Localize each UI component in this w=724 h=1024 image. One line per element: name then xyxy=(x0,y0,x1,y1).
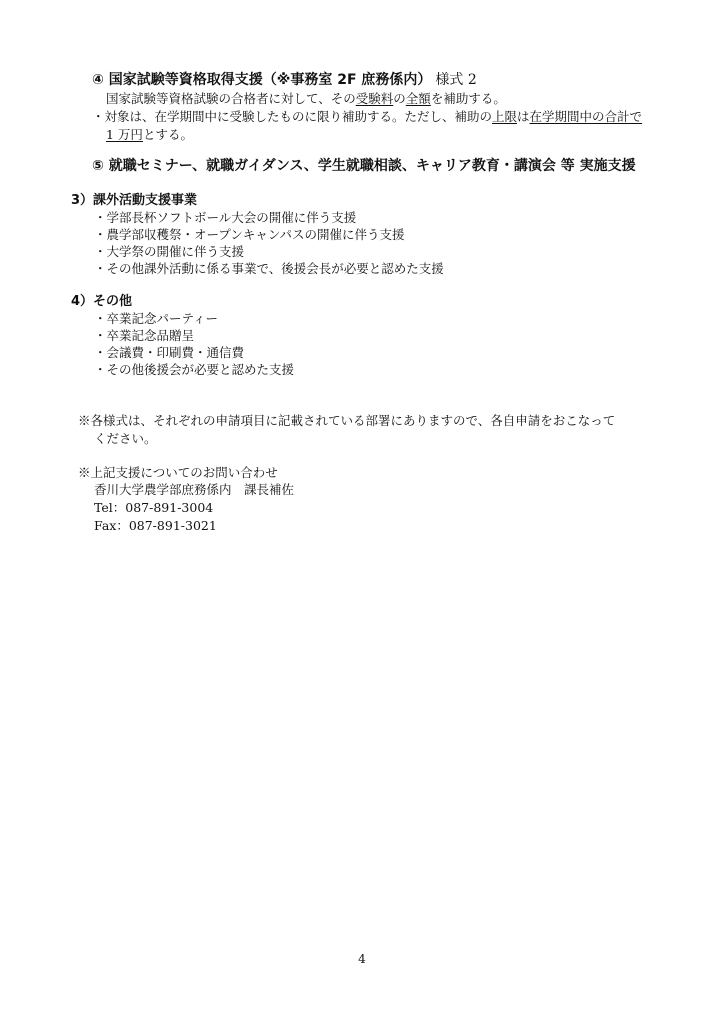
section3-item: ・大学祭の開催に伴う支援 xyxy=(94,244,245,259)
section4-item: ・その他後援会が必要と認めた支援 xyxy=(94,362,295,377)
section4-item: ・卒業記念品贈呈 xyxy=(94,328,195,343)
item5-heading: ⑤ 就職セミナー、就職ガイダンス、学生就職相談、キャリア教育・講演会 等 実施支援 xyxy=(92,158,636,174)
item4-underlined-amount: 1 万円 xyxy=(106,127,143,142)
contact-office: 香川大学農学部庶務係内 課長補佐 xyxy=(94,482,295,497)
item4-line3-post: とする。 xyxy=(142,127,193,142)
item4-underlined-period: 在学期間中の合計で xyxy=(529,109,643,124)
contact-heading: ※上記支援についてのお問い合わせ xyxy=(78,465,278,480)
item4-line2-mid: は xyxy=(517,109,530,124)
section3-item: ・学部長杯ソフトボール大会の開催に伴う支援 xyxy=(94,210,357,225)
section4-heading: 4）その他 xyxy=(71,294,133,309)
item4-line2-text: ・対象は、在学期間中に受験したものに限り補助する。ただし、補助の xyxy=(92,109,493,124)
section4-item: ・卒業記念パーティー xyxy=(94,311,219,326)
item4-title: ④ 国家試験等資格取得支援（※事務室 2F 庶務係内） xyxy=(92,72,432,88)
item4-line1-post: を補助する。 xyxy=(430,91,506,106)
item4-line1-mid: の xyxy=(393,91,406,106)
forms-note-line-1: ※各様式は、それぞれの申請項目に記載されている部署にありますので、各自申請をおこなって xyxy=(78,413,616,428)
section4-item: ・会議費・印刷費・通信費 xyxy=(94,345,245,360)
contact-tel: Tel：087-891-3004 xyxy=(94,500,214,515)
item4-underlined-fee: 受験料 xyxy=(355,91,394,106)
item4-line1-text: 国家試験等資格試験の合格者に対して、その xyxy=(106,91,356,106)
item4-underlined-limit: 上限 xyxy=(492,109,518,124)
section3-item: ・農学部収穫祭・オープンキャンパスの開催に伴う支援 xyxy=(94,227,405,242)
section3-heading: 3）課外活動支援事業 xyxy=(71,193,198,208)
item4-form-label: 様式 2 xyxy=(435,72,477,88)
item4-heading xyxy=(92,72,477,88)
forms-note-line-2: ください。 xyxy=(94,431,157,446)
item4-line-2 xyxy=(92,109,642,125)
item4-line-3 xyxy=(106,127,193,143)
page-number: 4 xyxy=(358,952,366,966)
item4-line-1 xyxy=(106,91,506,107)
contact-fax: Fax：087-891-3021 xyxy=(94,518,217,533)
item4-underlined-full: 全額 xyxy=(405,91,431,106)
section3-item: ・その他課外活動に係る事業で、後援会長が必要と認めた支援 xyxy=(94,261,444,276)
